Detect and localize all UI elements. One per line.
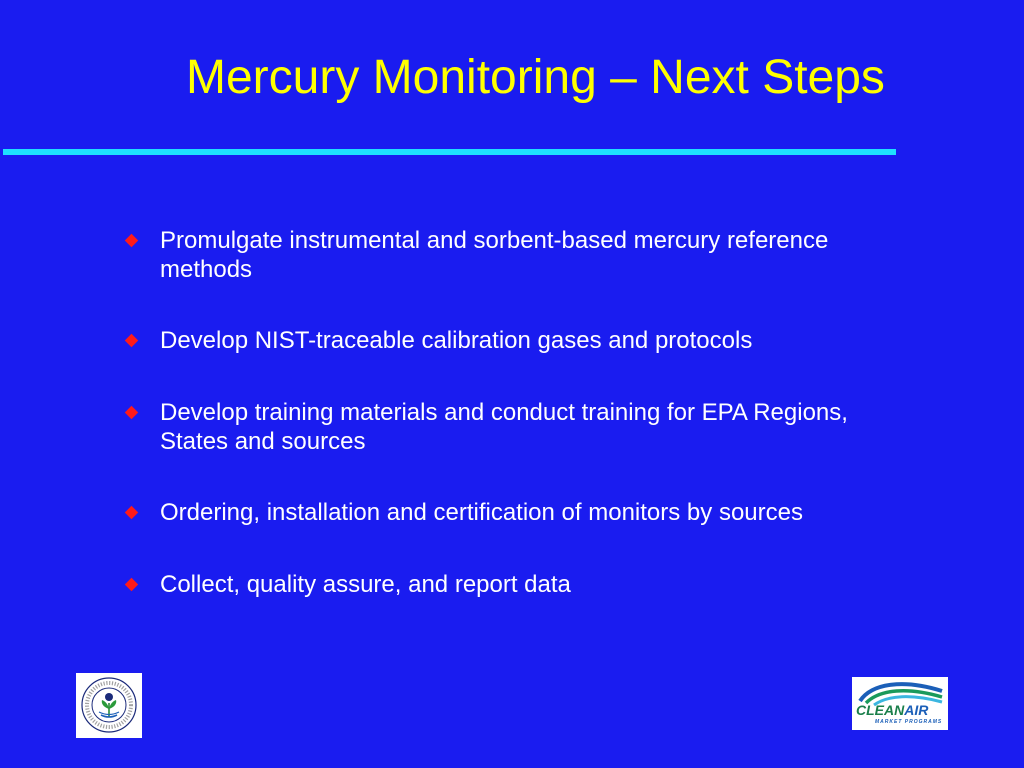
bullet-text: Promulgate instrumental and sorbent-based mercury reference methods: [160, 227, 829, 283]
diamond-bullet-icon: [125, 334, 138, 347]
bullet-item: [122, 398, 920, 456]
epa-logo: [76, 673, 142, 738]
bullet-text: Ordering, installation and certification of monitors by sources: [160, 499, 803, 526]
bullet-text: Develop training materials and conduct training for EPA Regions, States and sources: [160, 399, 848, 455]
bullet-item: [122, 570, 960, 599]
diamond-bullet-icon: [125, 578, 138, 591]
bullet-item: [122, 326, 960, 355]
clean-air-wordmark: CLEANAIR: [856, 702, 929, 718]
bullet-item: [122, 226, 860, 284]
bullet-text: Develop NIST-traceable calibration gases and protocols: [160, 327, 753, 354]
diamond-bullet-icon: [125, 506, 138, 519]
clean-air-logo: [852, 677, 948, 730]
epa-seal-icon: [76, 673, 142, 738]
clean-air-subtitle: MARKET PROGRAMS: [875, 719, 943, 725]
title-divider: [3, 149, 896, 155]
slide-title: Mercury Monitoring – Next Steps: [186, 51, 885, 104]
diamond-bullet-icon: [125, 406, 138, 419]
diamond-bullet-icon: [125, 234, 138, 247]
bullet-item: [122, 498, 990, 527]
bullet-text: Collect, quality assure, and report data: [160, 571, 571, 598]
